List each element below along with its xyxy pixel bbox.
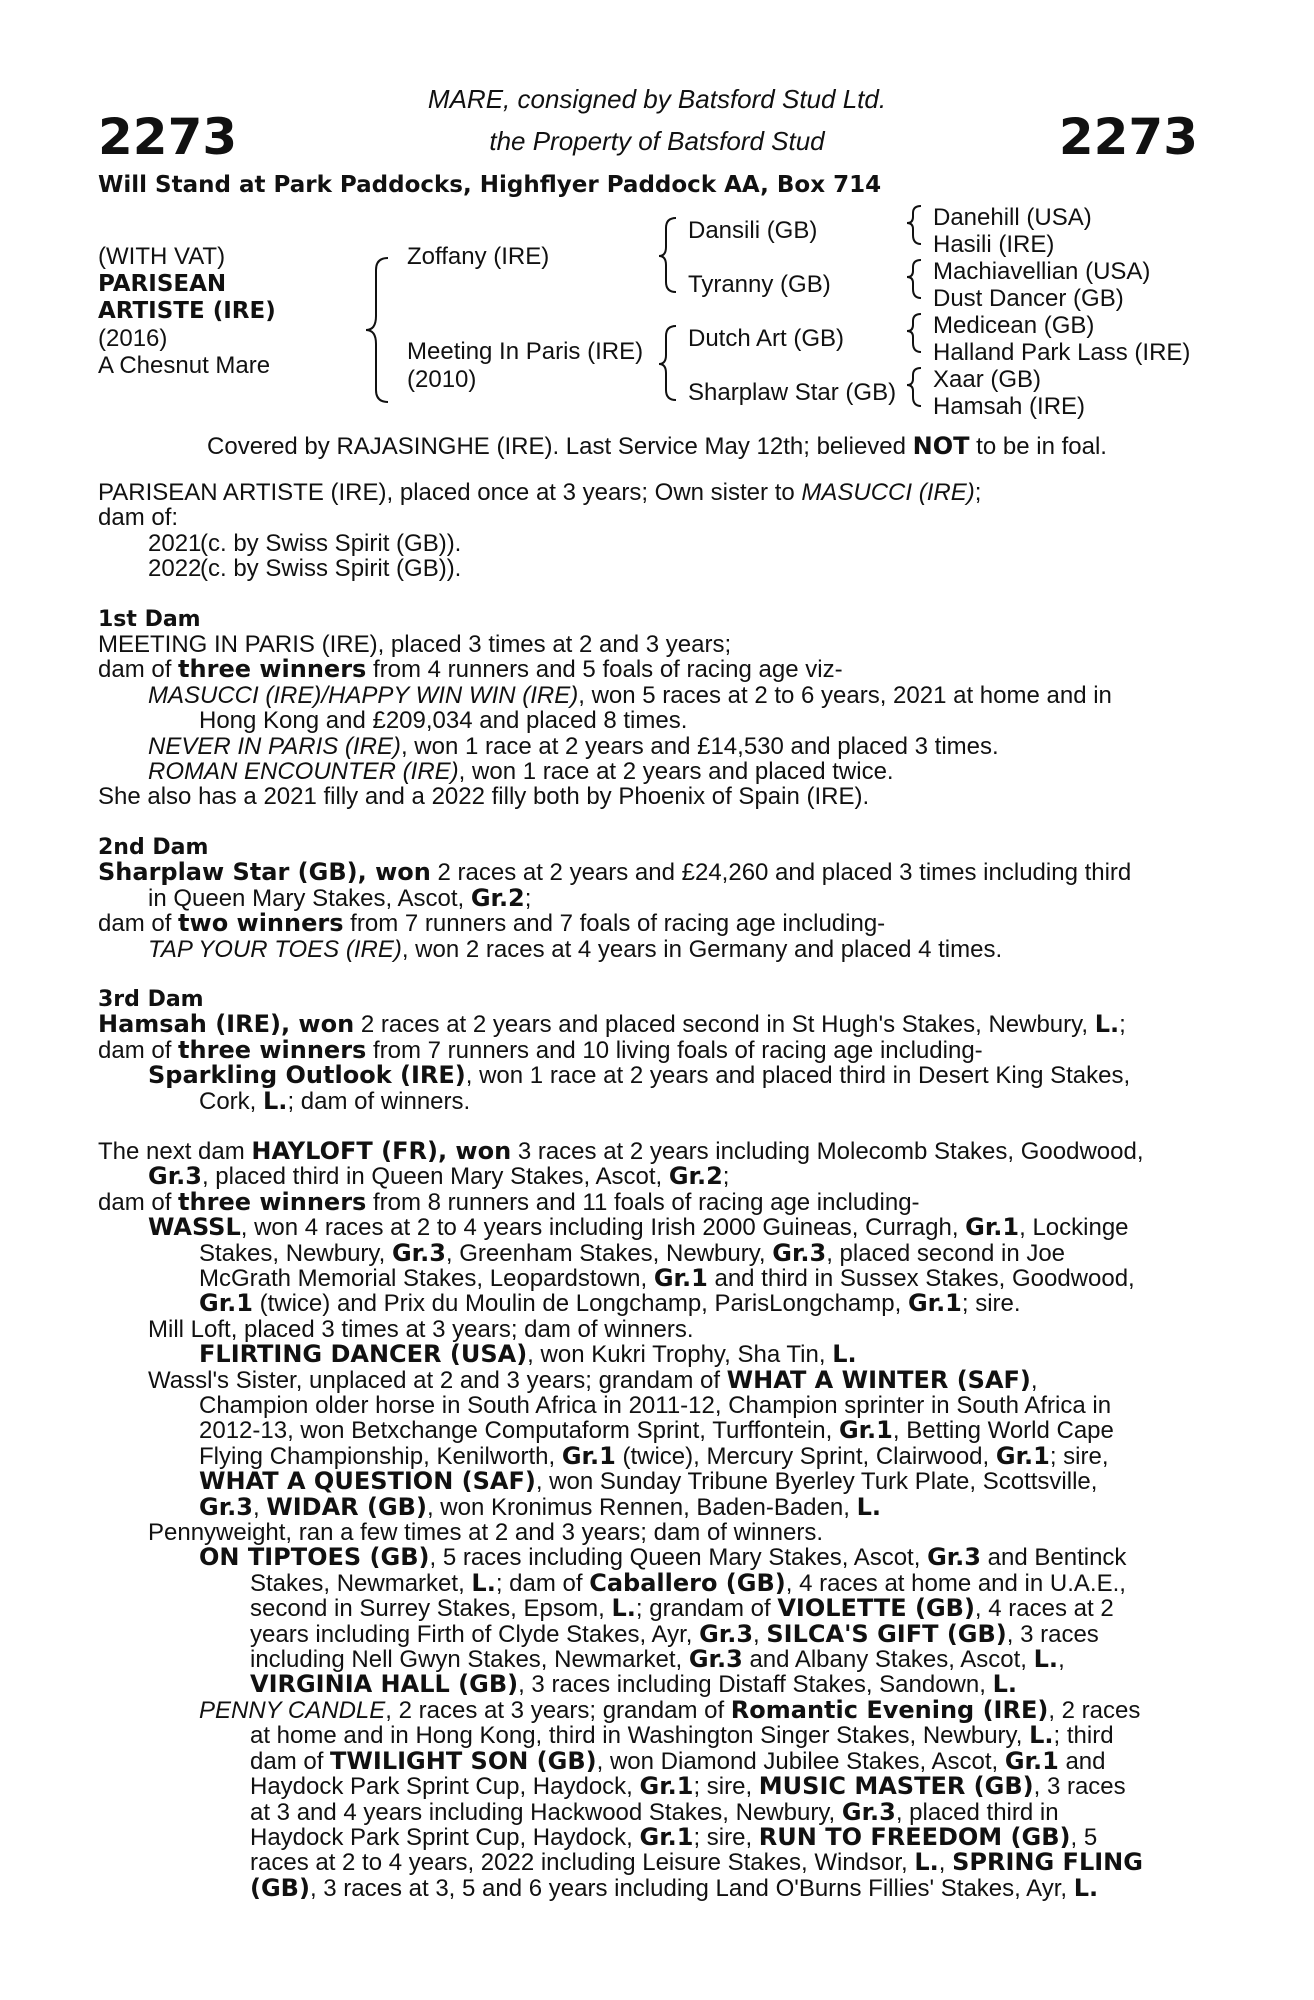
wassls-sister-line: Champion older horse in South Africa in 2011-12, Champion sprinter in South Africa in (199, 1392, 1112, 1419)
first-dam-line: MASUCCI (IRE)/HAPPY WIN WIN (IRE), won 5 races at 2 to 6 years, 2021 at home and in (148, 681, 1112, 709)
ancestor-5: Medicean (GB) (933, 312, 1095, 339)
lot-number-right: 2273 (1058, 108, 1198, 166)
on-tiptoes-line: Stakes, Newmarket, L.; dam of Caballero (GB), 4 races at home and in U.A.E., (250, 1568, 1126, 1597)
penny-candle-line: Haydock Park Sprint Cup, Haydock, Gr.1; sire, RUN TO FREEDOM (GB), 5 (250, 1822, 1098, 1851)
next-dam-line: dam of three winners from 8 runners and 11 foals of racing age including- (98, 1187, 920, 1216)
first-dam-line: NEVER IN PARIS (IRE), won 1 race at 2 years and £14,530 and placed 3 times. (148, 732, 999, 760)
ancestor-2: Hasili (IRE) (933, 231, 1055, 258)
on-tiptoes-line: second in Surrey Stakes, Epsom, L.; grandam of VIOLETTE (GB), 4 races at 2 (250, 1594, 1114, 1623)
consignor-line-2: the Property of Batsford Stud (489, 126, 825, 156)
foal-row: 2022(c. by Swiss Spirit (GB)). (148, 555, 462, 583)
ancestor-6: Halland Park Lass (IRE) (933, 339, 1191, 366)
third-dam-line: dam of three winners from 7 runners and 10 living foals of racing age including- (98, 1035, 983, 1064)
produce-line: PARISEAN ARTISTE (IRE), placed once at 3 years; Own sister to MASUCCI (IRE); (98, 479, 982, 506)
wassls-sister-line: Gr.3, WIDAR (GB), won Kronimus Rennen, Baden-Baden, L. (199, 1492, 881, 1521)
lot-number-left: 2273 (98, 108, 238, 166)
stand-location: Will Stand at Park Paddocks, Highflyer Paddock AA, Box 714 (98, 172, 882, 198)
wassls-sister-line: WHAT A QUESTION (SAF), won Sunday Tribune Byerley Turk Plate, Scottsville, (199, 1467, 1098, 1496)
on-tiptoes-line: VIRGINIA HALL (GB), 3 races including Distaff Stakes, Sandown, L. (250, 1670, 1017, 1699)
first-dam-heading: 1st Dam (98, 606, 201, 632)
on-tiptoes-line: ON TIPTOES (GB), 5 races including Queen Mary Stakes, Ascot, Gr.3 and Bentinck (199, 1543, 1127, 1572)
next-dam-line: The next dam HAYLOFT (FR), won 3 races at 2 years including Molecomb Stakes, Goodwood, (98, 1136, 1144, 1165)
consignor-line-1: MARE, consigned by Batsford Stud Ltd. (427, 84, 887, 114)
third-dam-line: Sparkling Outlook (IRE), won 1 race at 2 years and placed third in Desert King Stakes, (148, 1061, 1131, 1090)
wassl-line: Gr.1 (twice) and Prix du Moulin de Longchamp, ParisLongchamp, Gr.1; sire. (199, 1289, 1021, 1318)
covering-post: to be in foal. (969, 433, 1107, 460)
wassls-sister-line: Flying Championship, Kenilworth, Gr.1 (twice), Mercury Sprint, Clairwood, Gr.1; sire, (199, 1441, 1109, 1470)
first-dam-line: She also has a 2021 filly and a 2022 filly both by Phoenix of Spain (IRE). (98, 783, 870, 811)
wassls-sister-line: Wassl's Sister, unplaced at 2 and 3 years; grandam of WHAT A WINTER (SAF), (148, 1365, 1038, 1394)
ancestor-4: Dust Dancer (GB) (933, 285, 1124, 312)
dam-year: (2010) (407, 366, 477, 393)
ancestor-7: Xaar (GB) (933, 366, 1042, 393)
on-tiptoes-line: including Nell Gwyn Stakes, Newmarket, Gr.3 and Albany Stakes, Ascot, L., (250, 1645, 1065, 1674)
sire-dam: Tyranny (GB) (688, 271, 831, 298)
mill-loft-line: Mill Loft, placed 3 times at 3 years; dam of winners. (148, 1315, 694, 1343)
third-dam-heading: 3rd Dam (98, 986, 204, 1012)
horse-name-line-1: PARISEAN (98, 271, 227, 297)
sire: Zoffany (IRE) (407, 243, 550, 270)
wassl-line: WASSL, won 4 races at 2 to 4 years including Irish 2000 Guineas, Curragh, Gr.1, Lockinge (148, 1213, 1129, 1242)
foal-row: 2021(c. by Swiss Spirit (GB)). (148, 529, 462, 557)
first-dam-line: Hong Kong and £209,034 and placed 8 times. (199, 707, 688, 735)
dam-name: Meeting In Paris (IRE) (407, 338, 644, 365)
pennyweight-line: Pennyweight, ran a few times at 2 and 3 years; dam of winners. (148, 1519, 824, 1547)
second-dam-line: TAP YOUR TOES (IRE), won 2 races at 4 years in Germany and placed 4 times. (148, 935, 1003, 963)
penny-candle-line: (GB), 3 races at 3, 5 and 6 years including Land O'Burns Fillies' Stakes, Ayr, L. (250, 1873, 1099, 1902)
pedigree-brackets (0, 0, 1314, 440)
penny-candle-line: Haydock Park Sprint Cup, Haydock, Gr.1; sire, MUSIC MASTER (GB), 3 races (250, 1772, 1126, 1801)
wassl-line: McGrath Memorial Stakes, Leopardstown, Gr.1 and third in Sussex Stakes, Goodwood, (199, 1263, 1135, 1292)
second-dam-line: Sharplaw Star (GB), won 2 races at 2 years and £24,260 and placed 3 times including third (98, 858, 1132, 887)
covering-not: NOT (912, 432, 970, 460)
wassls-sister-line: 2012-13, won Betxchange Computaform Sprint, Turffontein, Gr.1, Betting World Cape (199, 1416, 1114, 1445)
covering-text: Covered by RAJASINGHE (IRE). Last Service May 12th; believed (207, 433, 913, 460)
penny-candle-line: at home and in Hong Kong, third in Washington Singer Stakes, Newbury, L.; third (250, 1721, 1114, 1750)
sire-sire: Dansili (GB) (688, 217, 818, 244)
third-dam-line: Hamsah (IRE), won 2 races at 2 years and placed second in St Hugh's Stakes, Newbury, L.; (98, 1010, 1126, 1039)
produce-dam-of: dam of: (98, 504, 179, 532)
ancestor-1: Danehill (USA) (933, 204, 1092, 231)
penny-candle-line: dam of TWILIGHT SON (GB), won Diamond Jubilee Stakes, Ascot, Gr.1 and (250, 1746, 1106, 1775)
covering-note (0, 432, 1314, 461)
horse-description: A Chesnut Mare (98, 352, 271, 379)
second-dam-line: in Queen Mary Stakes, Ascot, Gr.2; (148, 883, 532, 912)
second-dam-heading: 2nd Dam (98, 834, 209, 860)
next-dam-line: Gr.3, placed third in Queen Mary Stakes, Ascot, Gr.2; (148, 1162, 730, 1191)
ancestor-8: Hamsah (IRE) (933, 393, 1086, 420)
penny-candle-line: races at 2 to 4 years, 2022 including Leisure Stakes, Windsor, L., SPRING FLING (250, 1848, 1143, 1877)
first-dam-line: ROMAN ENCOUNTER (IRE), won 1 race at 2 years and placed twice. (148, 758, 894, 786)
vat-note: (WITH VAT) (98, 243, 226, 270)
wassl-line: Stakes, Newbury, Gr.3, Greenham Stakes, Newbury, Gr.3, placed second in Joe (199, 1238, 1066, 1267)
ancestor-3: Machiavellian (USA) (933, 258, 1151, 285)
foaling-year: (2016) (98, 325, 168, 352)
horse-name-line-2: ARTISTE (IRE) (98, 298, 276, 324)
first-dam-line: dam of three winners from 4 runners and 5 foals of racing age viz- (98, 655, 843, 684)
catalogue-body (98, 480, 1196, 1901)
second-dam-line: dam of two winners from 7 runners and 7 foals of racing age including- (98, 909, 886, 938)
mill-loft-line: FLIRTING DANCER (USA), won Kukri Trophy, Sha Tin, L. (199, 1340, 857, 1369)
penny-candle-line: PENNY CANDLE, 2 races at 3 years; grandam of Romantic Evening (IRE), 2 races (199, 1695, 1141, 1724)
penny-candle-line: at 3 and 4 years including Hackwood Stakes, Newbury, Gr.3, placed third in (250, 1797, 1059, 1826)
on-tiptoes-line: years including Firth of Clyde Stakes, Ayr, Gr.3, SILCA'S GIFT (GB), 3 races (250, 1619, 1099, 1648)
dam-dam: Sharplaw Star (GB) (688, 379, 897, 406)
third-dam-line: Cork, L.; dam of winners. (199, 1086, 471, 1115)
first-dam-line: MEETING IN PARIS (IRE), placed 3 times at 2 and 3 years; (98, 631, 732, 659)
dam-sire: Dutch Art (GB) (688, 325, 845, 352)
